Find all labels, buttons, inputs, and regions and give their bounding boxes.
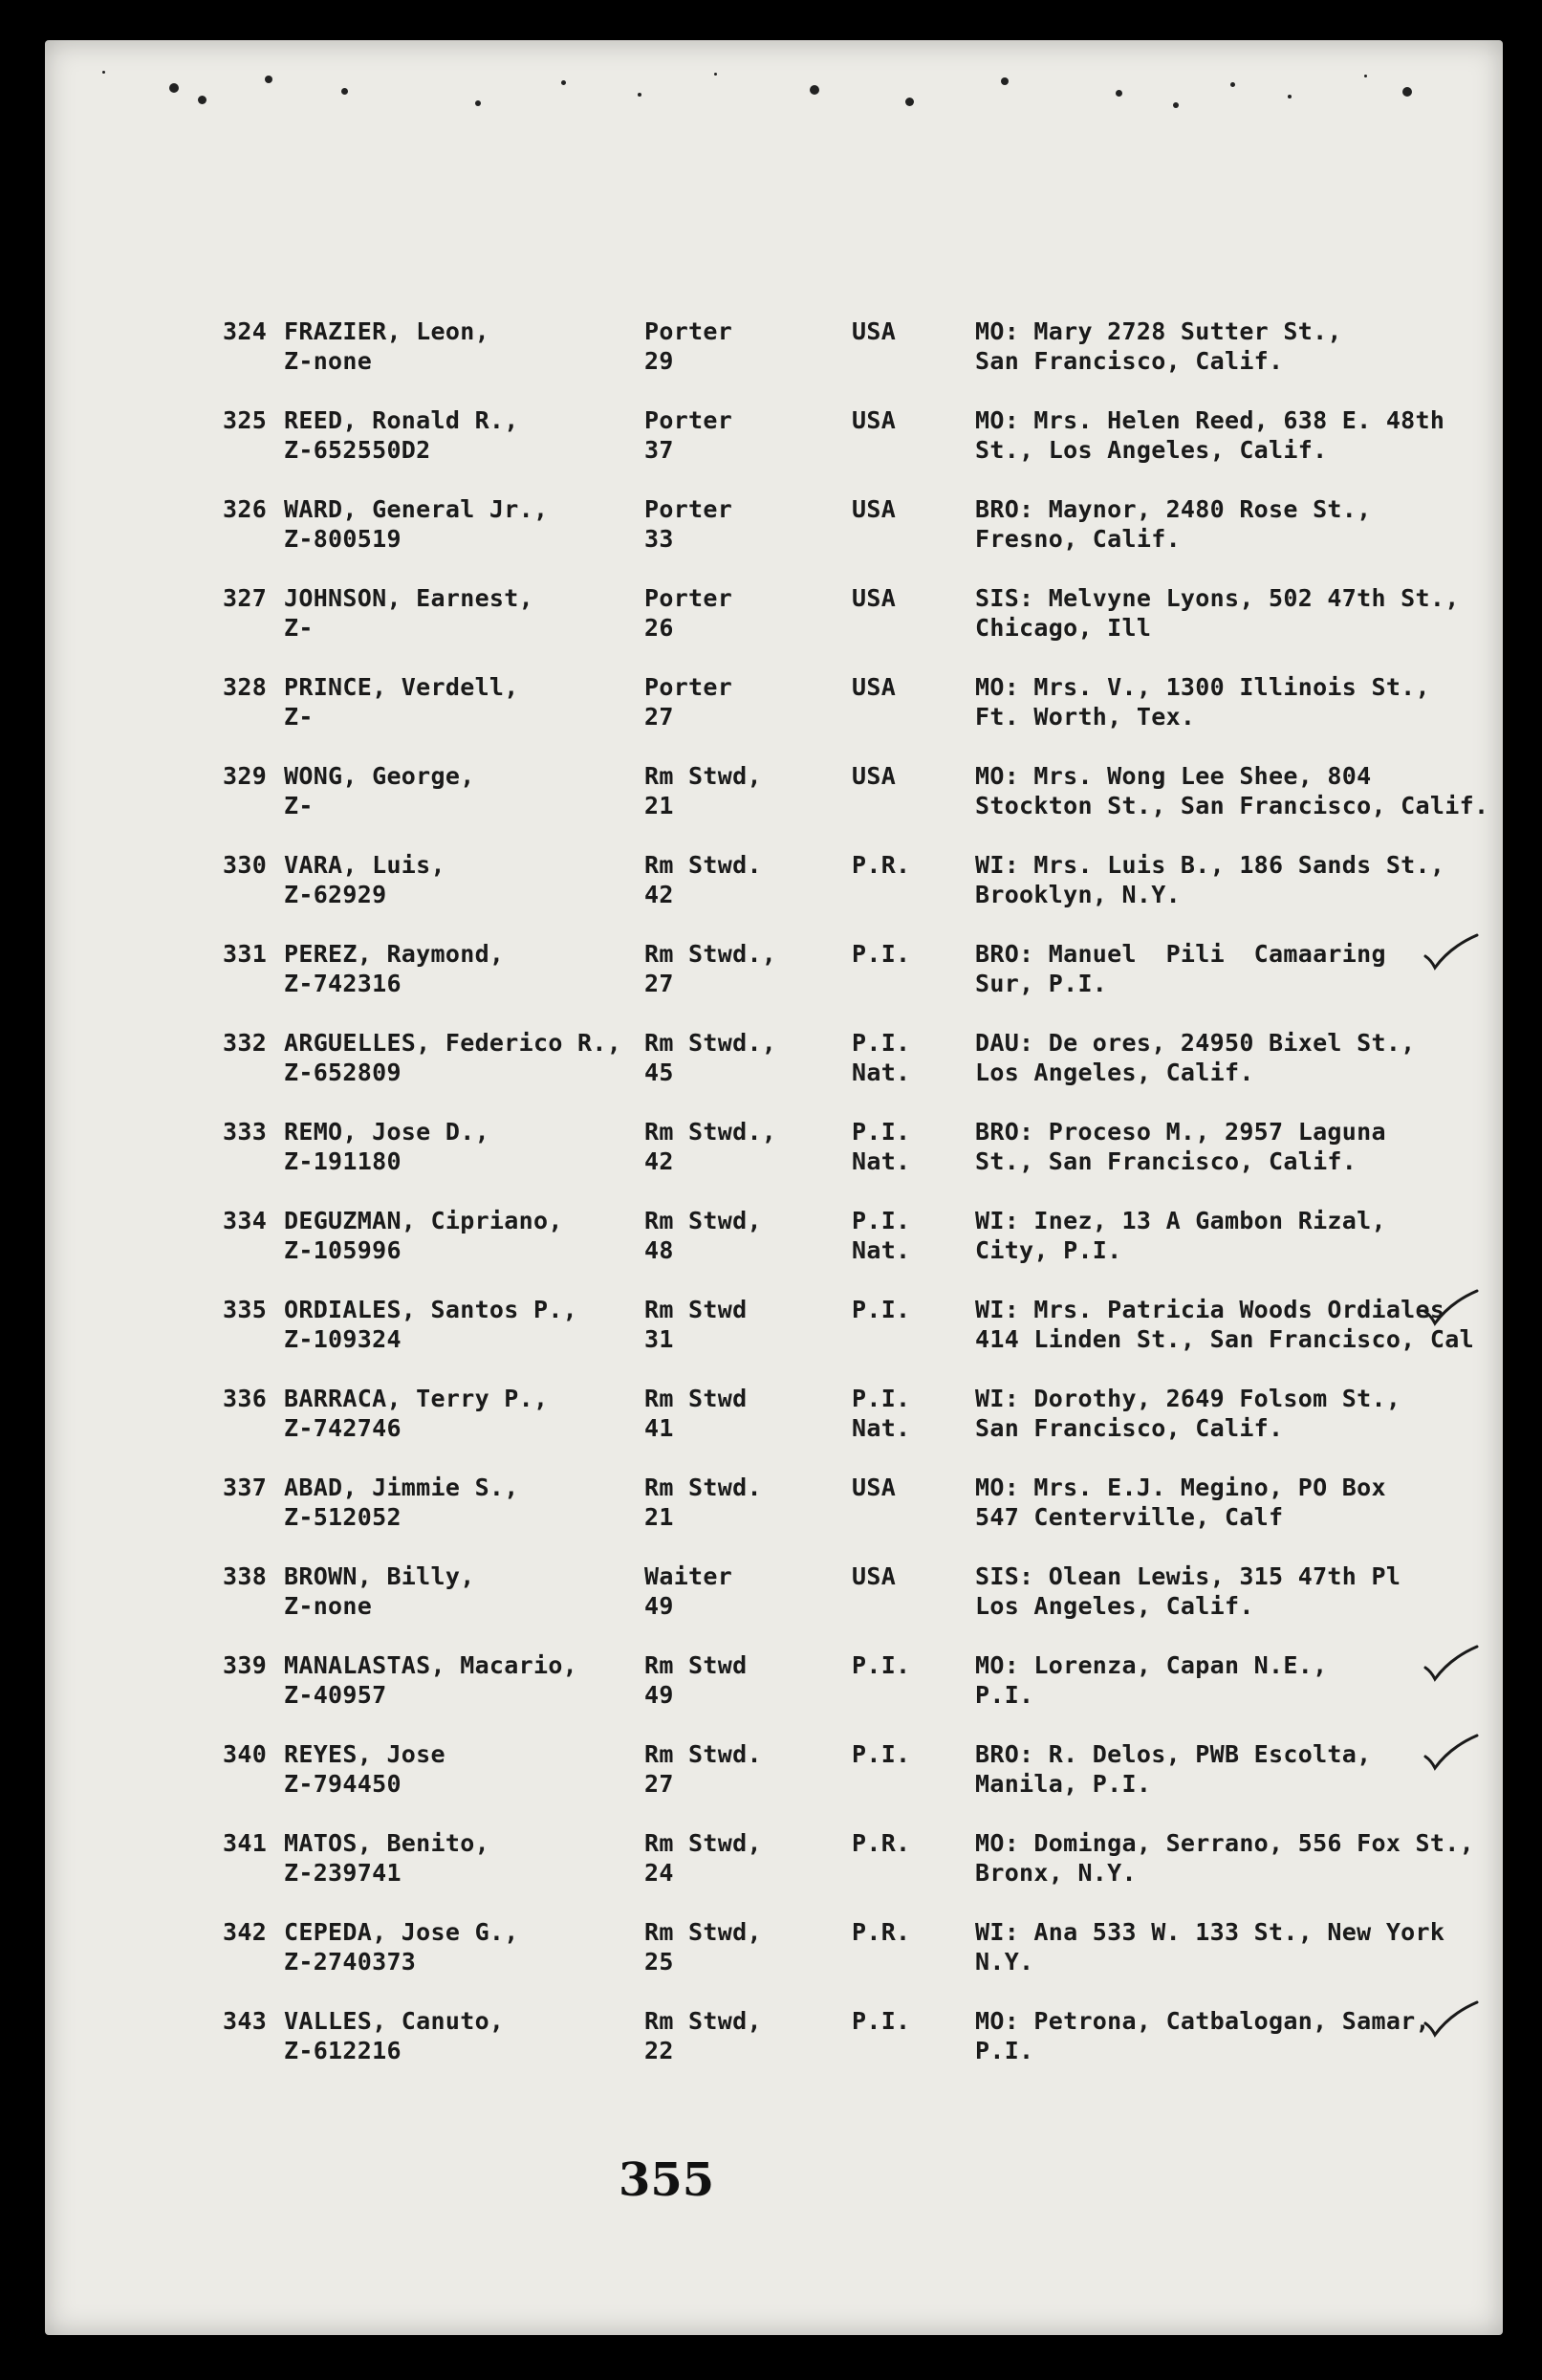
entry-rating-age: Porter 37 bbox=[644, 406, 733, 464]
entry-name: ORDIALES, Santos P., Z-109324 bbox=[284, 1296, 578, 1353]
crew-entry bbox=[45, 1117, 1503, 1184]
ink-speck bbox=[1001, 77, 1009, 85]
crew-entry bbox=[45, 1828, 1503, 1895]
entry-name: FRAZIER, Leon, Z-none bbox=[284, 317, 489, 375]
entry-name: REED, Ronald R., Z-652550D2 bbox=[284, 406, 519, 464]
check-mark-icon bbox=[1422, 1289, 1479, 1327]
entry-name: WARD, General Jr., Z-800519 bbox=[284, 495, 549, 553]
entry-citizenship: USA bbox=[852, 317, 897, 345]
entry-citizenship: USA bbox=[852, 495, 897, 523]
entry-name: CEPEDA, Jose G., Z-2740373 bbox=[284, 1918, 519, 1976]
entry-rating-age: Waiter 49 bbox=[644, 1562, 733, 1620]
entry-next-of-kin: BRO: Proceso M., 2957 Laguna St., San Francisco, Calif. bbox=[975, 1118, 1386, 1175]
check-mark-icon bbox=[1422, 933, 1479, 972]
entry-next-of-kin: MO: Petrona, Catbalogan, Samar, P.I. bbox=[975, 2007, 1430, 2064]
entry-citizenship: USA bbox=[852, 1562, 897, 1590]
ink-speck bbox=[1116, 90, 1122, 97]
entry-rating-age: Rm Stwd. 27 bbox=[644, 1740, 762, 1798]
entry-number: 330 bbox=[223, 851, 268, 879]
entry-next-of-kin: MO: Mrs. V., 1300 Illinois St., Ft. Worth, Tex. bbox=[975, 673, 1430, 731]
crew-entry bbox=[45, 405, 1503, 472]
entry-name: REMO, Jose D., Z-191180 bbox=[284, 1118, 489, 1175]
entry-citizenship: P.I. bbox=[852, 2007, 911, 2035]
entry-number: 332 bbox=[223, 1029, 268, 1057]
check-mark-icon bbox=[1422, 1734, 1479, 1772]
entry-citizenship: P.I. bbox=[852, 1740, 911, 1768]
crew-entry bbox=[45, 583, 1503, 650]
page-number: 355 bbox=[619, 2153, 715, 2207]
entry-rating-age: Rm Stwd., 42 bbox=[644, 1118, 777, 1175]
entry-rating-age: Rm Stwd., 27 bbox=[644, 940, 777, 997]
ink-speck bbox=[1173, 102, 1179, 108]
entry-name: MANALASTAS, Macario, Z-40957 bbox=[284, 1651, 578, 1709]
entry-citizenship: P.R. bbox=[852, 1829, 911, 1857]
crew-entry bbox=[45, 1028, 1503, 1095]
crew-entry bbox=[45, 1739, 1503, 1806]
entry-number: 326 bbox=[223, 495, 268, 523]
entry-number: 343 bbox=[223, 2007, 268, 2035]
entry-citizenship: P.I. bbox=[852, 940, 911, 968]
entry-next-of-kin: MO: Lorenza, Capan N.E., P.I. bbox=[975, 1651, 1328, 1709]
crew-entry bbox=[45, 1206, 1503, 1273]
entry-name: VALLES, Canuto, Z-612216 bbox=[284, 2007, 505, 2064]
crew-entry bbox=[45, 1384, 1503, 1451]
entry-citizenship: P.I. bbox=[852, 1651, 911, 1679]
entry-name: PRINCE, Verdell, Z- bbox=[284, 673, 519, 731]
ink-speck bbox=[1230, 82, 1235, 87]
entry-next-of-kin: DAU: De ores, 24950 Bixel St., Los Angeles, Calif. bbox=[975, 1029, 1416, 1086]
entry-citizenship: P.R. bbox=[852, 851, 911, 879]
entry-next-of-kin: BRO: Maynor, 2480 Rose St., Fresno, Calif. bbox=[975, 495, 1372, 553]
entry-rating-age: Rm Stwd, 48 bbox=[644, 1207, 762, 1264]
entry-rating-age: Rm Stwd, 25 bbox=[644, 1918, 762, 1976]
ink-speck bbox=[102, 71, 105, 74]
entry-number: 325 bbox=[223, 406, 268, 434]
entry-number: 337 bbox=[223, 1474, 268, 1501]
crew-entry bbox=[45, 1561, 1503, 1628]
entry-name: PEREZ, Raymond, Z-742316 bbox=[284, 940, 505, 997]
entry-next-of-kin: MO: Mrs. E.J. Megino, PO Box 547 Centerville, Calf bbox=[975, 1474, 1386, 1531]
entry-next-of-kin: WI: Mrs. Patricia Woods Ordiales 414 Linden St., San Francisco, Cal bbox=[975, 1296, 1474, 1353]
entry-rating-age: Porter 26 bbox=[644, 584, 733, 642]
entry-next-of-kin: MO: Dominga, Serrano, 556 Fox St., Bronx, N.Y. bbox=[975, 1829, 1474, 1887]
entry-name: VARA, Luis, Z-62929 bbox=[284, 851, 445, 908]
entry-next-of-kin: MO: Mrs. Helen Reed, 638 E. 48th St., Los Angeles, Calif. bbox=[975, 406, 1445, 464]
entry-citizenship: P.I. Nat. bbox=[852, 1029, 911, 1086]
crew-entry bbox=[45, 1473, 1503, 1539]
crew-entry bbox=[45, 761, 1503, 828]
entry-name: ARGUELLES, Federico R., Z-652809 bbox=[284, 1029, 622, 1086]
entry-citizenship: P.I. Nat. bbox=[852, 1207, 911, 1264]
entry-number: 338 bbox=[223, 1562, 268, 1590]
document-page bbox=[45, 40, 1503, 2335]
entry-citizenship: USA bbox=[852, 673, 897, 701]
check-mark-icon bbox=[1422, 1645, 1479, 1683]
entry-rating-age: Rm Stwd., 45 bbox=[644, 1029, 777, 1086]
entry-name: BARRACA, Terry P., Z-742746 bbox=[284, 1385, 549, 1442]
entry-name: REYES, Jose Z-794450 bbox=[284, 1740, 445, 1798]
ink-speck bbox=[905, 98, 914, 106]
entry-number: 328 bbox=[223, 673, 268, 701]
entry-citizenship: USA bbox=[852, 1474, 897, 1501]
entry-name: WONG, George, Z- bbox=[284, 762, 475, 819]
crew-entry bbox=[45, 850, 1503, 917]
entry-number: 334 bbox=[223, 1207, 268, 1234]
crew-entry bbox=[45, 2006, 1503, 2073]
crew-entry bbox=[45, 494, 1503, 561]
crew-entry bbox=[45, 939, 1503, 1006]
crew-entry bbox=[45, 317, 1503, 383]
entry-next-of-kin: MO: Mrs. Wong Lee Shee, 804 Stockton St., San Francisco, Calif. bbox=[975, 762, 1489, 819]
entry-rating-age: Rm Stwd 49 bbox=[644, 1651, 748, 1709]
entry-number: 329 bbox=[223, 762, 268, 790]
entry-next-of-kin: BRO: Manuel Pili Camaaring Sur, P.I. bbox=[975, 940, 1386, 997]
entry-number: 340 bbox=[223, 1740, 268, 1768]
ink-speck bbox=[475, 100, 481, 106]
entry-rating-age: Porter 27 bbox=[644, 673, 733, 731]
entry-next-of-kin: WI: Mrs. Luis B., 186 Sands St., Brooklyn, N.Y. bbox=[975, 851, 1445, 908]
entry-number: 324 bbox=[223, 317, 268, 345]
entry-number: 339 bbox=[223, 1651, 268, 1679]
entry-rating-age: Rm Stwd, 21 bbox=[644, 762, 762, 819]
crew-entry bbox=[45, 1650, 1503, 1717]
entry-citizenship: P.I. Nat. bbox=[852, 1118, 911, 1175]
ink-speck bbox=[714, 73, 717, 76]
entry-rating-age: Rm Stwd. 21 bbox=[644, 1474, 762, 1531]
entry-next-of-kin: WI: Inez, 13 A Gambon Rizal, City, P.I. bbox=[975, 1207, 1386, 1264]
ink-speck bbox=[169, 83, 179, 93]
entry-citizenship: USA bbox=[852, 584, 897, 612]
entry-name: JOHNSON, Earnest, Z- bbox=[284, 584, 533, 642]
ink-speck bbox=[341, 88, 348, 95]
entry-number: 341 bbox=[223, 1829, 268, 1857]
entry-next-of-kin: BRO: R. Delos, PWB Escolta, Manila, P.I. bbox=[975, 1740, 1372, 1798]
entry-number: 342 bbox=[223, 1918, 268, 1946]
ink-speck bbox=[1288, 95, 1292, 98]
ink-speck bbox=[1364, 75, 1367, 77]
entry-rating-age: Rm Stwd 41 bbox=[644, 1385, 748, 1442]
crew-entry bbox=[45, 1917, 1503, 1984]
entry-name: DEGUZMAN, Cipriano, Z-105996 bbox=[284, 1207, 563, 1264]
entry-name: MATOS, Benito, Z-239741 bbox=[284, 1829, 489, 1887]
entry-rating-age: Porter 33 bbox=[644, 495, 733, 553]
entry-next-of-kin: MO: Mary 2728 Sutter St., San Francisco, Calif. bbox=[975, 317, 1342, 375]
entry-citizenship: USA bbox=[852, 406, 897, 434]
entry-citizenship: USA bbox=[852, 762, 897, 790]
entry-name: BROWN, Billy, Z-none bbox=[284, 1562, 475, 1620]
ink-speck bbox=[561, 80, 566, 85]
ink-speck bbox=[198, 96, 206, 104]
entry-rating-age: Porter 29 bbox=[644, 317, 733, 375]
entry-number: 327 bbox=[223, 584, 268, 612]
entry-number: 331 bbox=[223, 940, 268, 968]
crew-entry bbox=[45, 672, 1503, 739]
entry-citizenship: P.R. bbox=[852, 1918, 911, 1946]
entry-rating-age: Rm Stwd, 24 bbox=[644, 1829, 762, 1887]
entry-rating-age: Rm Stwd. 42 bbox=[644, 851, 762, 908]
entry-rating-age: Rm Stwd, 22 bbox=[644, 2007, 762, 2064]
crew-entry bbox=[45, 1295, 1503, 1362]
check-mark-icon bbox=[1422, 2000, 1479, 2039]
entry-name: ABAD, Jimmie S., Z-512052 bbox=[284, 1474, 519, 1531]
entry-citizenship: P.I. bbox=[852, 1296, 911, 1323]
entry-citizenship: P.I. Nat. bbox=[852, 1385, 911, 1442]
ink-speck bbox=[1402, 87, 1412, 97]
entry-next-of-kin: SIS: Olean Lewis, 315 47th Pl Los Angeles, Calif. bbox=[975, 1562, 1401, 1620]
entry-number: 336 bbox=[223, 1385, 268, 1412]
entry-next-of-kin: WI: Dorothy, 2649 Folsom St., San Francisco, Calif. bbox=[975, 1385, 1401, 1442]
entry-rating-age: Rm Stwd 31 bbox=[644, 1296, 748, 1353]
entry-next-of-kin: WI: Ana 533 W. 133 St., New York N.Y. bbox=[975, 1918, 1445, 1976]
entry-number: 333 bbox=[223, 1118, 268, 1146]
entry-number: 335 bbox=[223, 1296, 268, 1323]
ink-speck bbox=[638, 93, 641, 97]
entry-next-of-kin: SIS: Melvyne Lyons, 502 47th St., Chicago, Ill bbox=[975, 584, 1460, 642]
ink-speck bbox=[810, 85, 819, 95]
ink-speck bbox=[265, 76, 272, 83]
